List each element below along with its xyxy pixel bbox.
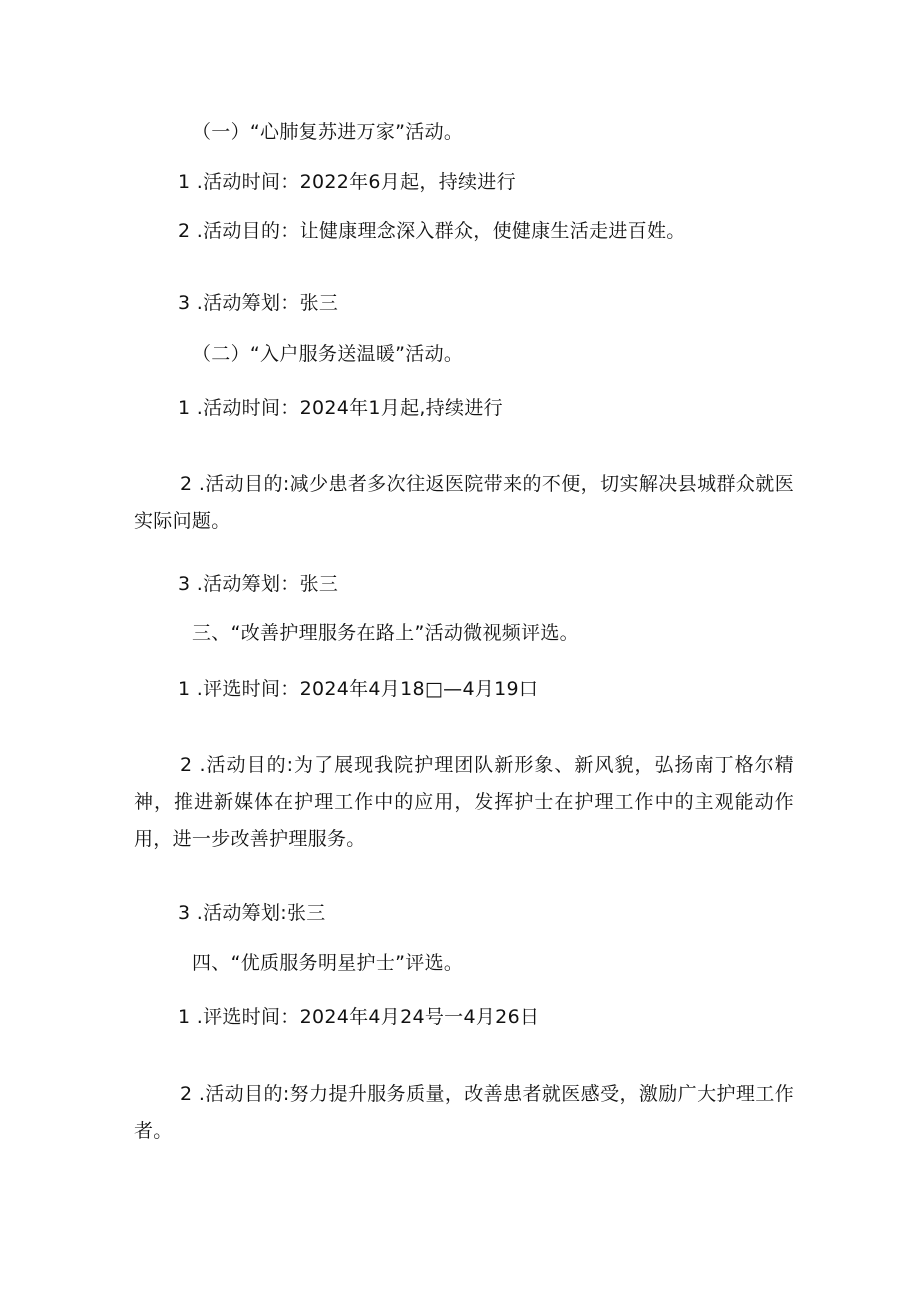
section-3-item-time: 1 .评选时间：2024年4月18□—4月19口: [178, 678, 539, 700]
section-heading-4: 四、“优质服务明星护士”评选。: [192, 952, 464, 974]
section-1-item-time: 1 .活动时间：2022年6月起，持续进行: [178, 171, 516, 193]
section-2-item-planner: 3 .活动筹划：张三: [178, 573, 339, 595]
section-heading-3: 三、“改善护理服务在路上”活动微视频评选。: [192, 622, 579, 644]
section-1-item-goal: 2 .活动目的：让健康理念深入群众，使健康生活走进百姓。: [178, 220, 686, 242]
section-2-item-time: 1 .活动时间：2024年1月起,持续进行: [178, 397, 503, 419]
section-4-item-goal: 2 .活动目的:努力提升服务质量，改善患者就医感受，激励广大护理工作者。: [134, 1083, 794, 1142]
section-4-item-time: 1 .评选时间：2024年4月24号一4月26日: [178, 1006, 540, 1028]
section-heading-1: （一）“心肺复苏进万家”活动。: [192, 121, 464, 143]
section-2-item-goal: 2 .活动目的:减少患者多次往返医院带来的不便，切实解决县城群众就医实际问题。: [134, 473, 794, 532]
section-1-item-planner: 3 .活动筹划：张三: [178, 292, 339, 314]
section-heading-2: （二）“入户服务送温暖”活动。: [192, 343, 464, 365]
section-3-item-goal: 2 .活动目的:为了展现我院护理团队新形象、新风貌，弘扬南丁格尔精神，推进新媒体在护理工作中的应用，发挥护士在护理工作中的主观能动作用，进一步改善护理服务。: [134, 754, 794, 850]
section-3-item-planner: 3 .活动筹划:张三: [178, 902, 326, 924]
